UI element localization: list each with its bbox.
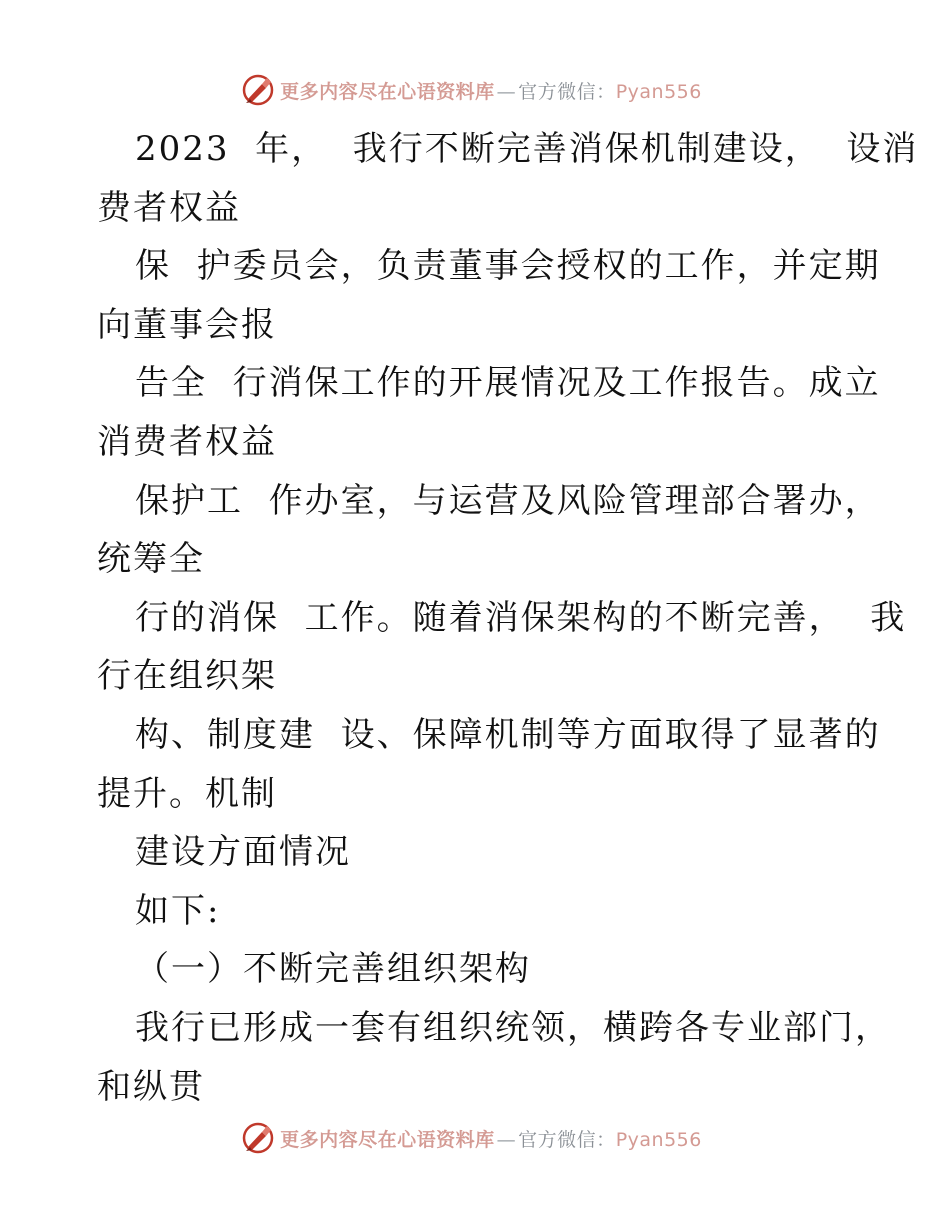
body-line: 保 护委员会，负责董事会授权的工作，并定期 xyxy=(135,246,881,287)
watermark-footer xyxy=(0,1118,950,1158)
watermark-dash: — xyxy=(496,1128,517,1151)
watermark-wechat-id: Pyan556 xyxy=(615,80,702,103)
watermark-brand: 更多内容尽在心语资料库 xyxy=(280,80,495,103)
body-line: 如下: xyxy=(135,890,221,931)
body-line: 我行已形成一套有组织统领，横跨各专业部门， xyxy=(135,1007,891,1048)
body-line: 提升。机制 xyxy=(97,773,277,814)
body-line: 消费者权益 xyxy=(97,421,277,462)
body-line: 构、制度建 设、保障机制等方面取得了显著的 xyxy=(135,714,881,755)
watermark-dash: — xyxy=(496,80,517,103)
body-line: 行在组织架 xyxy=(97,656,277,697)
document-body xyxy=(97,120,919,1116)
pen-logo-icon xyxy=(240,72,276,108)
pen-logo-icon xyxy=(240,1120,276,1156)
watermark-header xyxy=(0,70,950,110)
watermark-text xyxy=(280,77,702,104)
body-line: 保护工 作办室，与运营及风险管理部合署办， xyxy=(135,480,881,521)
watermark-official-label: 官方微信： xyxy=(518,1128,616,1151)
watermark-wechat-id: Pyan556 xyxy=(615,1128,702,1151)
body-line: 建设方面情况 xyxy=(135,832,351,873)
body-line: 向董事会报 xyxy=(97,304,277,345)
body-line: 和纵贯 xyxy=(97,1066,205,1107)
section-heading: （一）不断完善组织架构 xyxy=(135,949,531,990)
watermark-official-label: 官方微信： xyxy=(518,80,616,103)
watermark-text xyxy=(280,1125,702,1152)
body-line: 统筹全 xyxy=(97,539,205,580)
body-line: 行的消保 工作。随着消保架构的不断完善， 我 xyxy=(135,597,907,638)
body-line: 费者权益 xyxy=(97,187,241,228)
body-line: 告全 行消保工作的开展情况及工作报告。成立 xyxy=(135,363,881,404)
body-line: 2023 年， 我行不断完善消保机制建设， 设消 xyxy=(135,129,919,169)
watermark-brand: 更多内容尽在心语资料库 xyxy=(280,1128,495,1151)
